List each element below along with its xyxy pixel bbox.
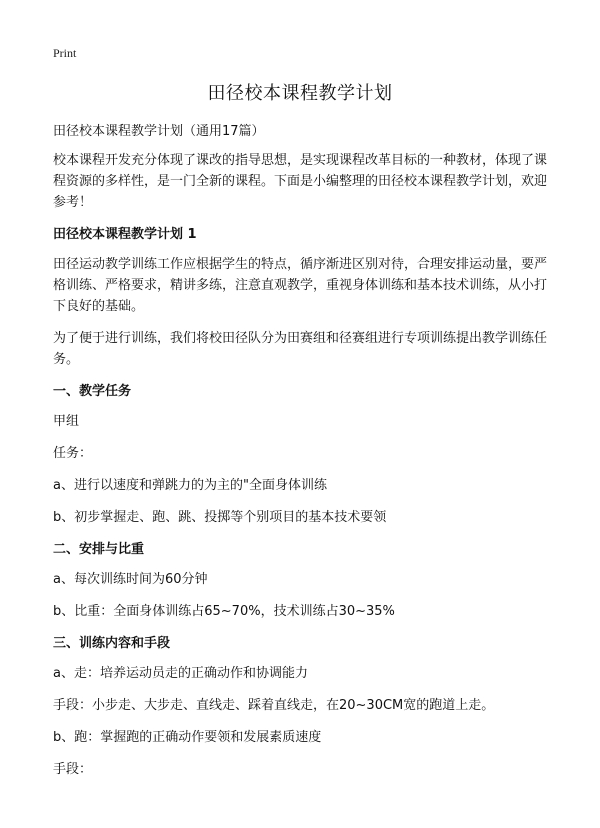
- body-paragraph: 为了便于进行训练，我们将校田径队分为田赛组和径赛组进行专项训练提出教学训练任务。: [53, 331, 548, 367]
- section-heading: 一、教学任务: [53, 384, 132, 399]
- list-item: 手段：: [53, 762, 93, 777]
- body-paragraph: 田径运动教学训练工作应根据学生的特点，循序渐进区别对待，合理安排运动量，要严格训练、严格要求，精讲多练，注意直观教学，重视身体训练和基本技术训练，从小打下良好的基础。: [53, 257, 548, 314]
- print-label: Print: [53, 46, 77, 60]
- intro-paragraph: 校本课程开发充分体现了课改的指导思想，是实现课程改革目标的一种教材，体现了课程资源的多样性，是一门全新的课程。下面是小编整理的田径校本课程教学计划，欢迎参考！: [53, 153, 548, 210]
- list-item: b、比重：全面身体训练占65~70%，技术训练占30~35%: [53, 604, 395, 619]
- list-item: b、跑：掌握跑的正确动作要领和发展素质速度: [53, 730, 322, 745]
- section-heading: 三、训练内容和手段: [53, 636, 171, 651]
- list-item: 任务：: [53, 446, 93, 461]
- list-item: a、走：培养运动员走的正确动作和协调能力: [53, 666, 308, 681]
- list-item: a、进行以速度和弹跳力的为主的"全面身体训练: [53, 478, 327, 493]
- list-item: a、每次训练时间为60分钟: [53, 572, 208, 587]
- section-heading: 二、安排与比重: [53, 542, 145, 557]
- page-title: 田径校本课程教学计划: [207, 83, 393, 104]
- list-item: b、初步掌握走、跑、跳、投掷等个别项目的基本技术要领: [53, 510, 387, 525]
- list-item: 手段：小步走、大步走、直线走、踩着直线走，在20~30CM宽的跑道上走。: [53, 698, 495, 713]
- plan-heading: 田径校本课程教学计划 1: [53, 227, 197, 242]
- document-subtitle: 田径校本课程教学计划（通用17篇）: [53, 124, 265, 139]
- list-item: 甲组: [53, 414, 80, 429]
- document-body: [53, 121, 550, 791]
